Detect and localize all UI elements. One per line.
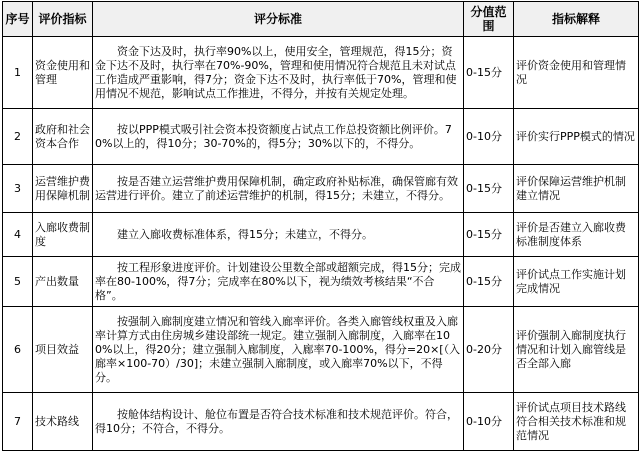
header-explanation: 指标解释	[514, 2, 639, 37]
scoring-standard: 建立入廊收费标准体系，得15分；未建立，不得分。	[93, 213, 464, 257]
row-number: 6	[3, 307, 33, 393]
indicator-name: 项目效益	[33, 307, 93, 393]
score-range: 0-15分	[464, 213, 514, 257]
header-row	[3, 2, 639, 37]
indicator-explanation: 评价实行PPP模式的情况	[514, 109, 639, 165]
indicator-explanation: 评价试点项目技术路线符合相关技术标准和规范情况	[514, 393, 639, 451]
scoring-standard: 按工程形象进度评价。计划建设公里数全部或超额完成，得15分；完成率在80-100%，得7分；完成率在80%以下，视为绩效考核结果“不合格”。	[93, 257, 464, 307]
indicator-name: 运营维护费用保障机制	[33, 165, 93, 213]
indicator-explanation: 评价是否建立入廊收费标准制度体系	[514, 213, 639, 257]
header-no: 序号	[3, 2, 33, 37]
row-number: 7	[3, 393, 33, 451]
scoring-standard: 按以PPP模式吸引社会资本投资额度占试点工作总投资额比例评价。70%以上的，得10分；30-70%的，得5分；30%以下的，不得分。	[93, 109, 464, 165]
score-range: 0-15分	[464, 165, 514, 213]
header-standard: 评分标准	[93, 2, 464, 37]
scoring-standard: 资金下达及时，执行率90%以上，使用安全，管理规范，得15分；资金下达不及时，执行率在70%-90%，管理和使用情况符合规范且未对试点工作造成严重影响，得7分；资金下达不及时，执行率低于70%，管理和使用情况不规范，影响试点工作推进，不得分，并按有关规定处理。	[93, 37, 464, 109]
score-range: 0-10分	[464, 393, 514, 451]
indicator-explanation: 评价强制入廊制度执行情况和计划入廊管线是否全部入廊	[514, 307, 639, 393]
row-number: 2	[3, 109, 33, 165]
score-range: 0-10分	[464, 109, 514, 165]
table-row	[3, 37, 639, 109]
evaluation-table	[2, 1, 639, 451]
indicator-explanation: 评价试点工作实施计划完成情况	[514, 257, 639, 307]
indicator-name: 入廊收费制度	[33, 213, 93, 257]
header-indicator: 评价指标	[33, 2, 93, 37]
row-number: 3	[3, 165, 33, 213]
row-number: 4	[3, 213, 33, 257]
indicator-name: 产出数量	[33, 257, 93, 307]
table-row	[3, 165, 639, 213]
scoring-standard: 按强制入廊制度建立情况和管线入廊率评价。各类入廊管线权重及入廊率计算方式由住房城乡建设部统一规定。建立强制入廊制度，入廊率在100%以上，得20分；建立强制入廊制度，入廊率70-100%，得分=20×[（入廊率×100-70）/30]；未建立强制入廊制度，或入廊率70%以下，不得分。	[93, 307, 464, 393]
score-range: 0-15分	[464, 37, 514, 109]
table-row	[3, 307, 639, 393]
table-row	[3, 393, 639, 451]
indicator-name: 技术路线	[33, 393, 93, 451]
score-range: 0-20分	[464, 307, 514, 393]
table-row	[3, 109, 639, 165]
score-range: 0-15分	[464, 257, 514, 307]
row-number: 5	[3, 257, 33, 307]
indicator-name: 政府和社会资本合作	[33, 109, 93, 165]
scoring-standard: 按是否建立运营维护费用保障机制，确定政府补贴标准，确保管廊有效运营进行评价。建立了前述运营维护的机制，得15分；未建立，不得分。	[93, 165, 464, 213]
indicator-explanation: 评价资金使用和管理情况	[514, 37, 639, 109]
table-row	[3, 213, 639, 257]
indicator-explanation: 评价保障运营维护机制建立情况	[514, 165, 639, 213]
row-number: 1	[3, 37, 33, 109]
table-row	[3, 257, 639, 307]
indicator-name: 资金使用和管理	[33, 37, 93, 109]
header-score-range: 分值范围	[464, 2, 514, 37]
scoring-standard: 按舱体结构设计、舱位布置是否符合技术标准和技术规范评价。符合，得10分；不符合，不得分。	[93, 393, 464, 451]
